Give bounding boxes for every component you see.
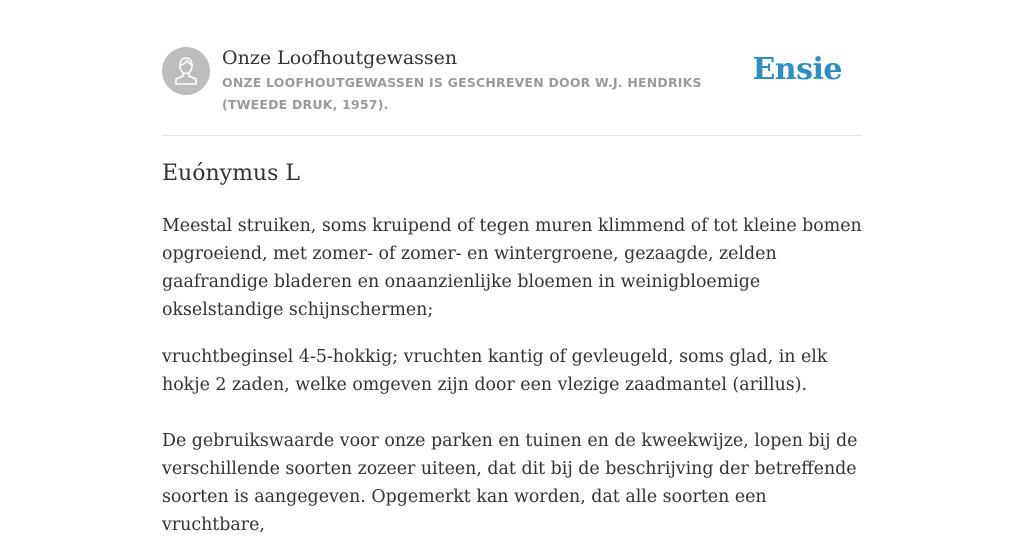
user-icon	[162, 47, 210, 95]
publication-title[interactable]: Onze Loofhoutgewassen	[222, 47, 458, 69]
article-paragraph: De gebruikswaarde voor onze parken en tuinen en de kweekwijze, lopen bij de verschillende soorten zozeer uiteen, dat dit bij de beschrijving der betreffende soorten is aangegeven. Opgemerkt kan worden, dat alle soorten een vruchtbare,	[162, 431, 858, 535]
author-avatar[interactable]	[162, 47, 210, 95]
publication-description: ONZE LOOFHOUTGEWASSEN IS GESCHREVEN DOOR W.J. HENDRIKS (TWEEDE DRUK, 1957).	[222, 75, 702, 112]
header-divider	[162, 135, 862, 136]
article-paragraph: Meestal struiken, soms kruipend of tegen muren klimmend of tot kleine bomen opgroeiend, met zomer- of zomer- en wintergroene, gezaagde, zelden gaafrandige bladeren en onaanzienlijke bloemen in weinigbloemige okselstandige schijnschermen;	[162, 216, 862, 320]
ensie-logo[interactable]: Ensie	[752, 52, 842, 87]
article-paragraph: vruchtbeginsel 4-5-hokkig; vruchten kantig of gevleugeld, soms glad, in elk hokje 2 zaden, welke omgeven zijn door een vlezige zaadmantel (arillus).	[162, 347, 828, 395]
publication-header	[162, 46, 862, 116]
article-title: Euónymus L	[162, 161, 300, 186]
